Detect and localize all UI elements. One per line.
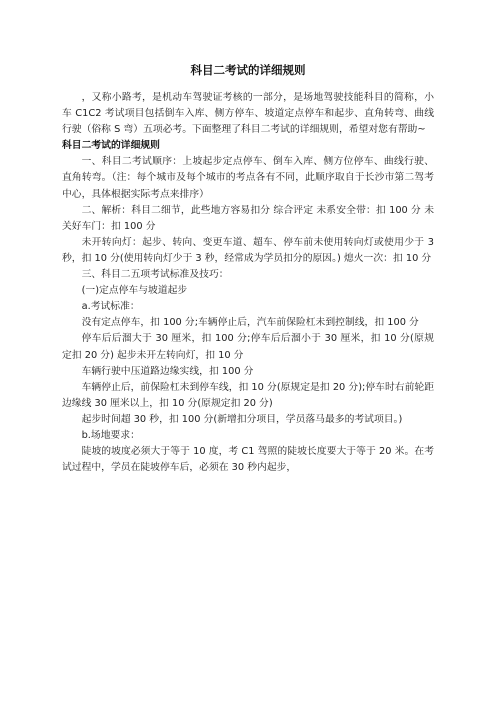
paragraph: 起步时间超 30 秒，扣 100 分(新增扣分项目，学员落马最多的考试项目。) [81, 413, 403, 425]
paragraph: 车辆行驶中压道路边缘实线，扣 100 分 [81, 365, 254, 377]
document-page [62, 62, 434, 476]
paragraph: 未开转向灯：起步、转向、变更车道、超车、停车前未使用转向灯或使用少于 3 秒，扣 10 分(使用转向灯少于 3 秒，经常成为学员扣分的原因。) 熄火一次：扣 10 分 [62, 236, 434, 264]
paragraph: 停车后后溜大于 30 厘米，扣 100 分;停车后后溜小于 30 厘米，扣 10 分(原规定扣 20 分) 起步未开左转向灯，扣 10 分 [62, 333, 434, 361]
paragraph: 二、解析：科目二细节，此些地方容易扣分 综合评定 未系安全带：扣 100 分 未关好车门：扣 100 分 [62, 204, 434, 232]
intro-paragraph: ，又称小路考，是机动车驾驶证考核的一部分，是场地驾驶技能科目的简称，小车 C1C2 考试项目包括倒车入库、侧方停车、坡道定点停车和起步、直角转弯、曲线行驶（俗称 S 弯）五项必考。下面整理了科目二考试的详细规则，希望对您有帮助~ [62, 92, 434, 136]
paragraph: (一)定点停车与坡道起步 [81, 285, 188, 297]
paragraph: a.考试标准： [81, 301, 140, 313]
section-heading: 科目二考试的详细规则 [62, 140, 160, 152]
paragraph: b.场地要求： [81, 429, 140, 441]
paragraph: 一、科目二考试顺序：上坡起步定点停车、倒车入库、侧方位停车、曲线行驶、直角转弯。（注：每个城市及每个城市的考点各有不同，此顺序取自于长沙市第二驾考中心，具体根据实际考点来排序） [62, 156, 434, 200]
paragraph: 车辆停止后，前保险杠未到停车线，扣 10 分(原规定是扣 20 分);停车时右前轮距边缘线 30 厘米以上，扣 10 分(原规定扣 20 分) [62, 381, 434, 409]
document-title: 科目二考试的详细规则 [190, 63, 306, 77]
paragraph: 陡坡的坡度必须大于等于 10 度，考 C1 驾照的陡坡长度要大于等于 20 米。在考试过程中，学员在陡坡停车后，必须在 30 秒内起步， [62, 446, 434, 474]
paragraph: 三、科目二五项考试标准及技巧： [81, 269, 229, 281]
paragraph: 没有定点停车，扣 100 分;车辆停止后，汽车前保险杠未到控制线，扣 100 分 [81, 317, 419, 329]
